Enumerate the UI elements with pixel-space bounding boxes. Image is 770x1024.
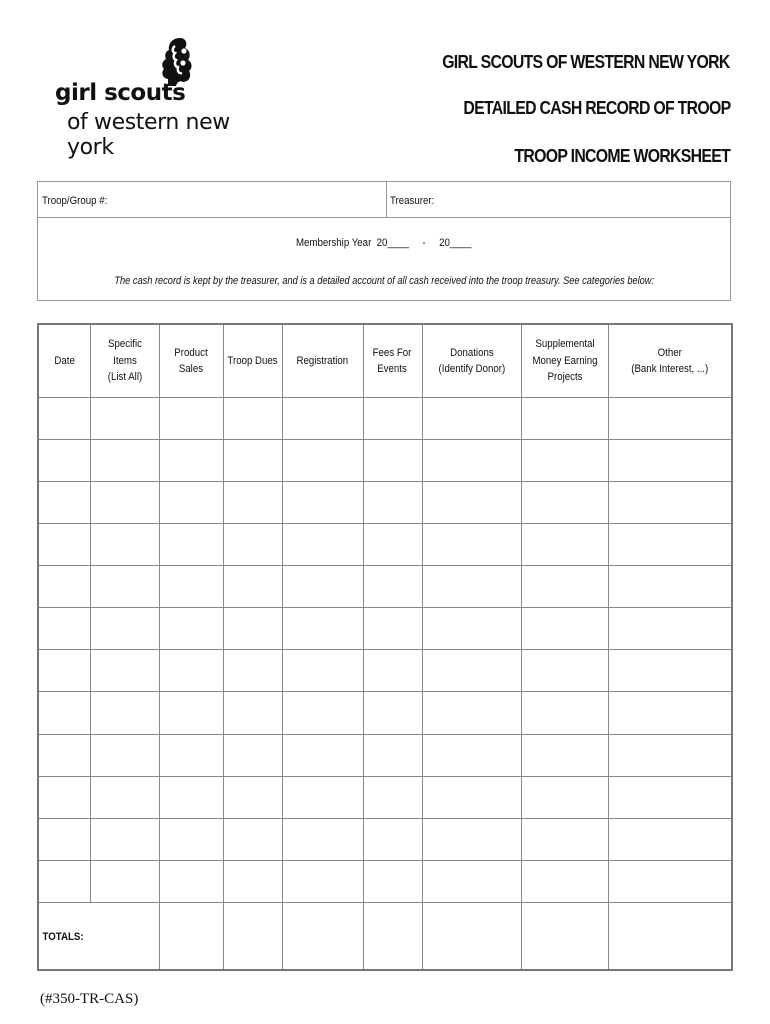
ledger-row bbox=[38, 860, 732, 902]
ledger-row bbox=[38, 524, 732, 566]
ledger-cell[interactable] bbox=[363, 692, 422, 734]
girl-scouts-logo bbox=[52, 36, 252, 160]
column-header bbox=[159, 324, 223, 398]
troop-info-box bbox=[37, 181, 731, 301]
treasurer-field[interactable]: Treasurer: bbox=[390, 195, 435, 207]
ledger-cell[interactable] bbox=[282, 650, 363, 692]
income-ledger-table bbox=[37, 323, 733, 971]
ledger-cell[interactable] bbox=[521, 524, 608, 566]
ledger-cell[interactable] bbox=[282, 440, 363, 482]
ledger-cell[interactable] bbox=[159, 482, 223, 524]
ledger-cell[interactable] bbox=[159, 692, 223, 734]
ledger-cell[interactable] bbox=[38, 566, 90, 608]
ledger-cell[interactable] bbox=[90, 566, 159, 608]
ledger-cell[interactable] bbox=[422, 566, 521, 608]
totals-cell[interactable] bbox=[223, 902, 282, 970]
ledger-cell[interactable] bbox=[223, 860, 282, 902]
column-header bbox=[608, 324, 732, 398]
column-header-line: (Bank Interest, ...) bbox=[631, 363, 709, 375]
ledger-cell[interactable] bbox=[521, 608, 608, 650]
totals-cell[interactable] bbox=[282, 902, 363, 970]
ledger-cell[interactable] bbox=[38, 524, 90, 566]
ledger-cell[interactable] bbox=[282, 608, 363, 650]
ledger-cell[interactable] bbox=[363, 650, 422, 692]
column-header-line: Supplemental bbox=[534, 338, 595, 351]
ledger-cell[interactable] bbox=[521, 734, 608, 776]
ledger-cell[interactable] bbox=[608, 524, 732, 566]
column-header bbox=[90, 324, 159, 398]
ledger-cell[interactable] bbox=[90, 524, 159, 566]
ledger-cell[interactable] bbox=[422, 524, 521, 566]
logo-wordmark: girl scouts bbox=[55, 80, 186, 106]
totals-cell[interactable] bbox=[363, 902, 422, 970]
ledger-cell[interactable] bbox=[363, 524, 422, 566]
ledger-cell[interactable] bbox=[90, 692, 159, 734]
info-divider bbox=[386, 182, 387, 217]
ledger-row bbox=[38, 692, 732, 734]
ledger-cell[interactable] bbox=[282, 398, 363, 440]
ledger-cell[interactable] bbox=[159, 860, 223, 902]
ledger-cell[interactable] bbox=[608, 608, 732, 650]
column-header-line: Specific Items bbox=[107, 338, 142, 367]
column-header-line: Donations bbox=[449, 346, 494, 359]
ledger-cell[interactable] bbox=[38, 440, 90, 482]
ledger-row bbox=[38, 440, 732, 482]
ledger-cell[interactable] bbox=[422, 482, 521, 524]
ledger-cell[interactable] bbox=[90, 860, 159, 902]
column-header-line: Projects bbox=[547, 371, 582, 384]
ledger-cell[interactable] bbox=[38, 482, 90, 524]
totals-label-cell bbox=[38, 902, 159, 970]
ledger-cell[interactable] bbox=[363, 566, 422, 608]
ledger-cell[interactable] bbox=[422, 398, 521, 440]
ledger-cell[interactable] bbox=[282, 818, 363, 860]
ledger-cell[interactable] bbox=[159, 650, 223, 692]
ledger-row bbox=[38, 650, 732, 692]
ledger-cell[interactable] bbox=[422, 650, 521, 692]
ledger-cell[interactable] bbox=[521, 482, 608, 524]
ledger-cell[interactable] bbox=[159, 818, 223, 860]
ledger-cell[interactable] bbox=[521, 650, 608, 692]
ledger-cell[interactable] bbox=[521, 818, 608, 860]
ledger-cell[interactable] bbox=[422, 608, 521, 650]
column-header-line: (Identify Donor) bbox=[438, 363, 505, 375]
ledger-cell[interactable] bbox=[363, 860, 422, 902]
ledger-cell[interactable] bbox=[422, 818, 521, 860]
ledger-cell[interactable] bbox=[521, 860, 608, 902]
ledger-cell[interactable] bbox=[282, 482, 363, 524]
ledger-row bbox=[38, 818, 732, 860]
ledger-cell[interactable] bbox=[38, 650, 90, 692]
ledger-cell[interactable] bbox=[159, 566, 223, 608]
ledger-cell[interactable] bbox=[223, 482, 282, 524]
column-header bbox=[422, 324, 521, 398]
ledger-cell[interactable] bbox=[38, 608, 90, 650]
ledger-cell[interactable] bbox=[223, 776, 282, 818]
instruction-note: The cash record is kept by the treasurer, and is a detailed account of all cash received into the troop treasury. See categories below: bbox=[114, 275, 654, 287]
ledger-cell[interactable] bbox=[90, 608, 159, 650]
ledger-cell[interactable] bbox=[38, 860, 90, 902]
ledger-cell[interactable] bbox=[38, 692, 90, 734]
ledger-row bbox=[38, 608, 732, 650]
column-header-line: Other bbox=[657, 346, 682, 359]
totals-row bbox=[38, 902, 732, 970]
ledger-header-row bbox=[38, 324, 732, 398]
ledger-cell[interactable] bbox=[223, 734, 282, 776]
ledger-cell[interactable] bbox=[223, 608, 282, 650]
ledger-cell[interactable] bbox=[422, 860, 521, 902]
ledger-cell[interactable] bbox=[90, 734, 159, 776]
column-header-line: Sales bbox=[178, 363, 204, 375]
ledger-cell[interactable] bbox=[223, 524, 282, 566]
form-code: (#350-TR-CAS) bbox=[40, 991, 139, 1007]
column-header-line: (List All) bbox=[107, 371, 142, 384]
ledger-cell[interactable] bbox=[38, 398, 90, 440]
ledger-cell[interactable] bbox=[282, 776, 363, 818]
ledger-cell[interactable] bbox=[521, 398, 608, 440]
ledger-cell[interactable] bbox=[363, 776, 422, 818]
ledger-cell[interactable] bbox=[90, 650, 159, 692]
ledger-cell[interactable] bbox=[422, 734, 521, 776]
ledger-cell[interactable] bbox=[521, 776, 608, 818]
column-header-line: Product bbox=[174, 346, 208, 359]
column-header bbox=[363, 324, 422, 398]
ledger-cell[interactable] bbox=[90, 440, 159, 482]
column-header-line: Money Earning bbox=[531, 354, 598, 367]
troop-group-field[interactable]: Troop/Group #: bbox=[42, 195, 108, 207]
ledger-cell[interactable] bbox=[223, 650, 282, 692]
ledger-cell[interactable] bbox=[608, 440, 732, 482]
membership-year-field[interactable]: Membership Year 20____ - 20____ bbox=[296, 237, 472, 249]
ledger-row bbox=[38, 566, 732, 608]
column-header-line: Events bbox=[377, 363, 408, 375]
ledger-cell[interactable] bbox=[521, 692, 608, 734]
ledger-row bbox=[38, 776, 732, 818]
logo-council-name: of western new york bbox=[67, 110, 230, 160]
ledger-cell[interactable] bbox=[90, 398, 159, 440]
column-header-line: Fees For bbox=[373, 346, 412, 359]
column-header bbox=[38, 324, 90, 398]
ledger-row bbox=[38, 398, 732, 440]
ledger-cell[interactable] bbox=[90, 482, 159, 524]
totals-cell[interactable] bbox=[521, 902, 608, 970]
ledger-cell[interactable] bbox=[282, 566, 363, 608]
column-header-line: Registration bbox=[296, 354, 349, 367]
ledger-cell[interactable] bbox=[363, 608, 422, 650]
ledger-cell[interactable] bbox=[282, 860, 363, 902]
troop-info-row bbox=[38, 182, 730, 218]
ledger-cell[interactable] bbox=[608, 692, 732, 734]
ledger-cell[interactable] bbox=[521, 440, 608, 482]
ledger-cell[interactable] bbox=[223, 818, 282, 860]
ledger-cell[interactable] bbox=[223, 566, 282, 608]
ledger-cell[interactable] bbox=[608, 818, 732, 860]
ledger-cell[interactable] bbox=[608, 482, 732, 524]
ledger-cell[interactable] bbox=[38, 734, 90, 776]
totals-cell[interactable] bbox=[159, 902, 223, 970]
ledger-cell[interactable] bbox=[363, 398, 422, 440]
column-header bbox=[282, 324, 363, 398]
ledger-cell[interactable] bbox=[608, 398, 732, 440]
ledger-cell[interactable] bbox=[159, 398, 223, 440]
ledger-cell[interactable] bbox=[223, 692, 282, 734]
ledger-cell[interactable] bbox=[363, 818, 422, 860]
ledger-cell[interactable] bbox=[159, 776, 223, 818]
totals-cell[interactable] bbox=[422, 902, 521, 970]
ledger-cell[interactable] bbox=[159, 524, 223, 566]
ledger-cell[interactable] bbox=[159, 440, 223, 482]
ledger-cell[interactable] bbox=[608, 566, 732, 608]
column-header bbox=[521, 324, 608, 398]
ledger-cell[interactable] bbox=[282, 692, 363, 734]
ledger-row bbox=[38, 734, 732, 776]
ledger-cell[interactable] bbox=[608, 860, 732, 902]
ledger-cell[interactable] bbox=[363, 482, 422, 524]
column-header-line: Troop Dues bbox=[227, 354, 278, 367]
ledger-cell[interactable] bbox=[363, 440, 422, 482]
totals-cell[interactable] bbox=[608, 902, 732, 970]
ledger-cell[interactable] bbox=[159, 734, 223, 776]
ledger-row bbox=[38, 482, 732, 524]
ledger-cell[interactable] bbox=[422, 776, 521, 818]
column-header bbox=[223, 324, 282, 398]
ledger-cell[interactable] bbox=[608, 776, 732, 818]
column-header-line: Date bbox=[54, 354, 75, 367]
ledger-cell[interactable] bbox=[38, 818, 90, 860]
ledger-cell[interactable] bbox=[363, 734, 422, 776]
totals-label: TOTALS: bbox=[42, 930, 84, 943]
ledger-cell[interactable] bbox=[90, 776, 159, 818]
ledger-cell[interactable] bbox=[608, 734, 732, 776]
ledger-cell[interactable] bbox=[223, 398, 282, 440]
ledger-cell[interactable] bbox=[282, 524, 363, 566]
ledger-cell[interactable] bbox=[38, 776, 90, 818]
worksheet-title: TROOP INCOME WORKSHEET bbox=[514, 146, 730, 166]
ledger-cell[interactable] bbox=[521, 566, 608, 608]
ledger-cell[interactable] bbox=[223, 440, 282, 482]
organization-title: GIRL SCOUTS OF WESTERN NEW YORK bbox=[442, 52, 730, 72]
ledger-cell[interactable] bbox=[159, 608, 223, 650]
ledger-cell[interactable] bbox=[282, 734, 363, 776]
ledger-cell[interactable] bbox=[422, 440, 521, 482]
ledger-cell[interactable] bbox=[608, 650, 732, 692]
record-title: DETAILED CASH RECORD OF TROOP bbox=[462, 98, 730, 118]
ledger-cell[interactable] bbox=[90, 818, 159, 860]
ledger-cell[interactable] bbox=[422, 692, 521, 734]
